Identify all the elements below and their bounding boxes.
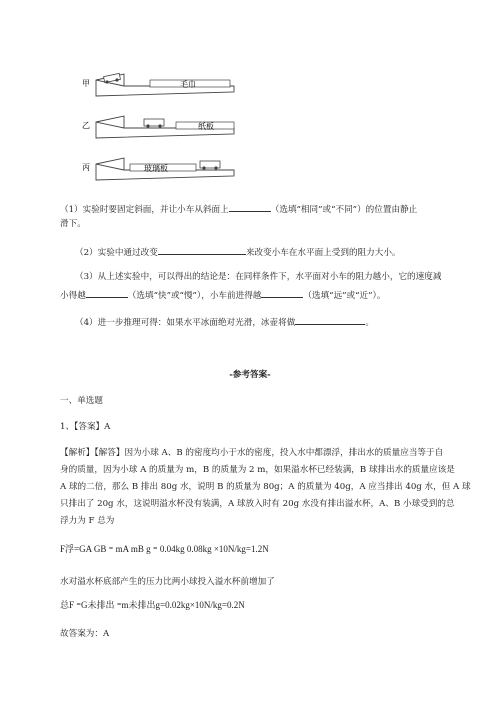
q2-text-b: 来改变小车在水平面上受到的阻力大小。 (245, 248, 401, 258)
q4-blank[interactable] (295, 315, 365, 325)
figure-row-cardboard (82, 116, 234, 138)
q3-blank-2[interactable] (261, 288, 303, 298)
question-2 (75, 245, 401, 260)
q3-text-d: （选填“远”或“近”）。 (303, 291, 386, 301)
surface-label-glass: 玻璃板 (144, 164, 168, 173)
q4-text-a: （4）进一步推理可得：如果水平冰面绝对光滑，冰壶将做 (75, 318, 296, 328)
q2-text-a: （2）实验中通过改变 (75, 248, 158, 258)
q2-blank[interactable] (158, 245, 246, 255)
surface-label-towel: 毛巾 (180, 80, 196, 89)
answer-section-title: -参考答案- (229, 370, 271, 380)
row-label-bing: 丙 (82, 163, 90, 172)
row-label-jia: 甲 (82, 79, 90, 88)
q4-text-b: 。 (365, 318, 374, 328)
question-3-line1: （3）从上述实验中，可以得出的结论是：在同样条件下，水平面对小车的阻力越小，它的速度减 (75, 272, 442, 282)
analysis-line-3: A 球的二倍，那么 B 排出 80g 水，说明 B 的质量为 80g；A 的质量为 40g，A 应当排出 40g 水，但 A 球 (60, 482, 471, 492)
question-4 (75, 315, 374, 330)
q1-text-b: （选填“相同”或“不同”）的位置由静止 (270, 205, 418, 215)
formula-total-buoyancy: F浮=GA GB ⁼ mA mB g ⁼ 0.04kg 0.08kg ×10N/kg=1.2N (60, 544, 269, 554)
incline-diagram (80, 68, 250, 193)
surface-label-cardboard: 纸板 (198, 122, 214, 131)
row-label-yi: 乙 (82, 121, 90, 130)
analysis-line-4: 只排出了 20g 水，这说明溢水杯没有装满，A 球放入时有 20g 水没有排出溢水杯，A、B 小球受到的总 (60, 499, 455, 509)
analysis-line-1: 【解析】【解答】因为小球 A、B 的密度均小于水的密度，投入水中都漂浮，排出水的质量应当等于自 (60, 448, 444, 458)
figure-row-towel (82, 73, 234, 96)
analysis-line-2: 身的质量，因为小球 A 的质量为 m，B 的质量为 2 m，如果溢水杯已经装满，B 球排出水的质量应该是 (60, 465, 455, 475)
answer-item-1: 1、【答案】A (60, 422, 111, 432)
q1-blank[interactable] (229, 202, 271, 212)
question-3-line2 (60, 288, 385, 303)
formula-pressure-increase: 总F ⁼G未排出 ⁼m未排出g=0.02kg×10N/kg=0.2N (60, 600, 245, 610)
question-1-cont: 滑下。 (60, 219, 86, 229)
q3-blank-1[interactable] (86, 288, 128, 298)
q1-text-a: （1）实验时要固定斜面，并让小车从斜面上 (60, 205, 229, 215)
q3-text-c: （选填“快”或“慢”），小车前进得越 (127, 291, 262, 301)
question-1 (60, 202, 417, 217)
answer-conclusion: 故答案为：A (60, 629, 110, 639)
q3-text-b: 小得越 (60, 291, 86, 301)
analysis-line-6: 水对溢水杯底部产生的压力比两小球投入溢水杯前增加了 (60, 577, 275, 587)
figure-row-glass (82, 158, 234, 180)
analysis-line-5: 浮力为 F 总为 (60, 516, 115, 526)
answer-part-title: 一、单选题 (60, 396, 103, 406)
